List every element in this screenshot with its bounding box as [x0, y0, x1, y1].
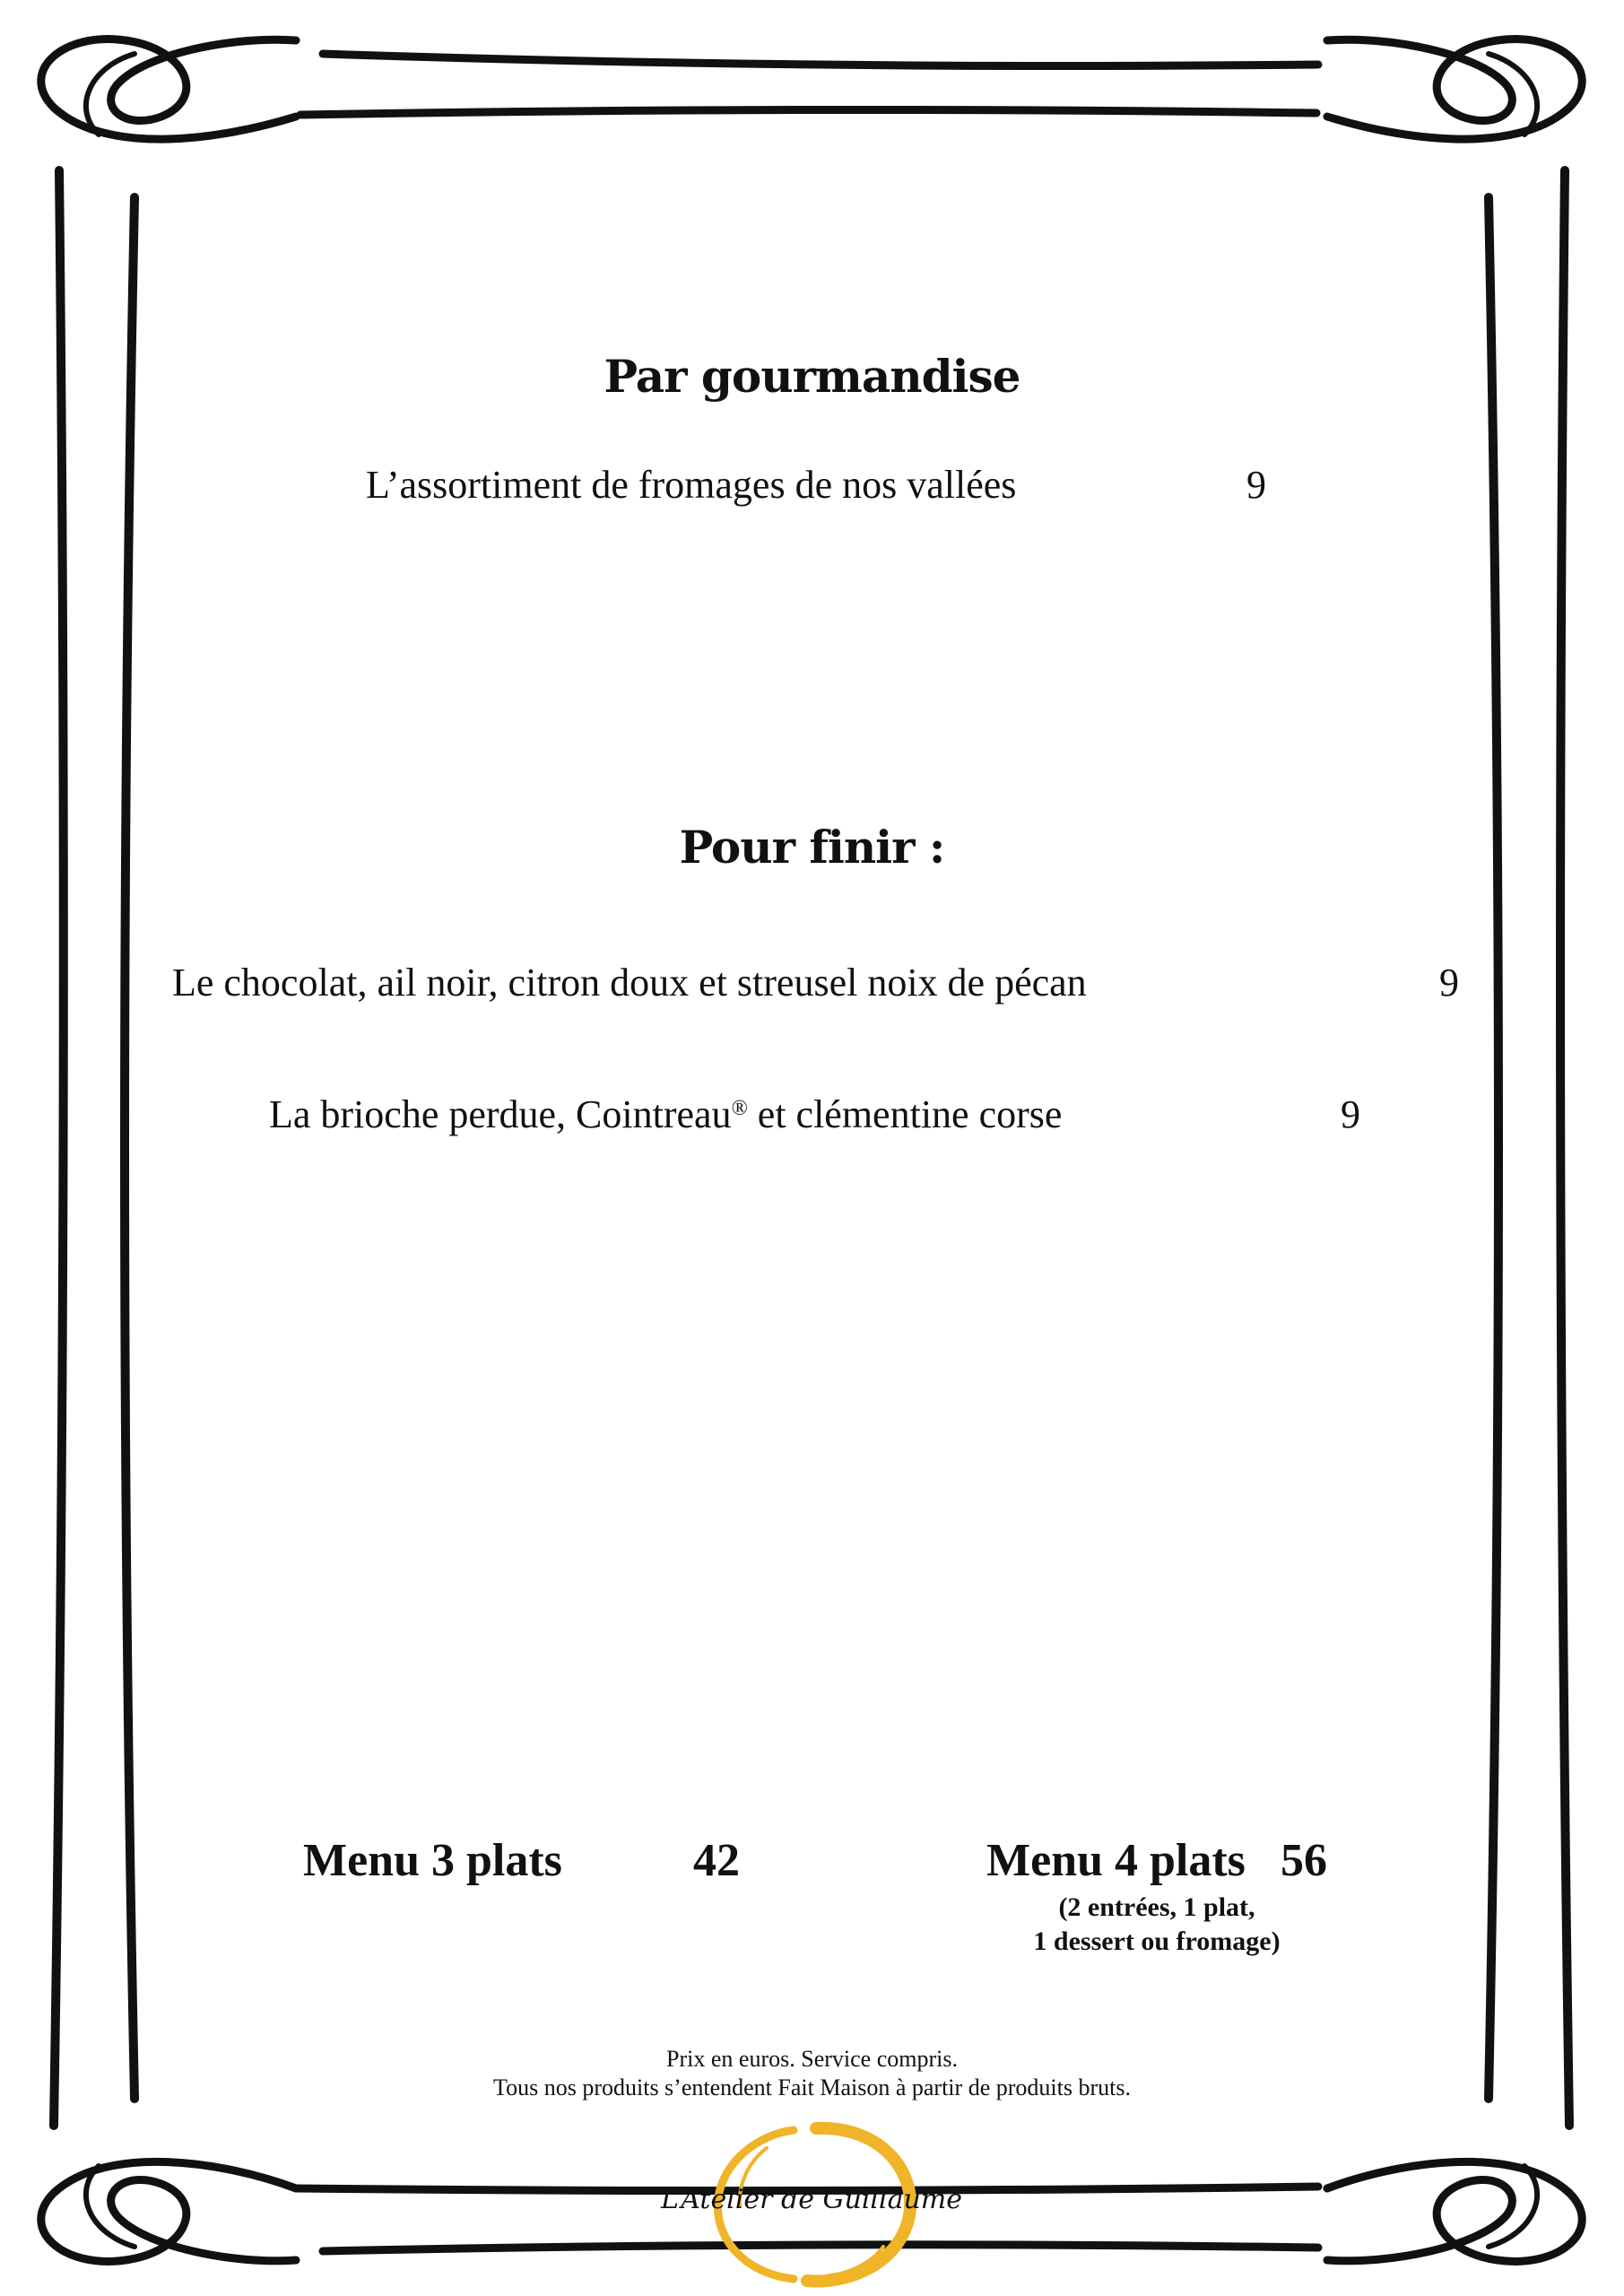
- logo-text: L’Atelier de Guillaume: [660, 2184, 962, 2215]
- section-title-gourmandise: Par gourmandise: [604, 350, 1020, 403]
- menu-item-name: [269, 1091, 1062, 1137]
- menu-item-name-part: La brioche perdue, Cointreau: [269, 1092, 732, 1136]
- menu-item-price: 9: [1341, 1092, 1360, 1136]
- menu-four-detail-line: 1 dessert ou fromage): [1033, 1926, 1281, 1956]
- menu-item-price: 9: [1246, 463, 1266, 507]
- footer-note: [0, 2045, 1624, 2102]
- menu-item-price: 9: [1439, 961, 1459, 1004]
- menu-four-detail: [968, 1891, 1345, 1959]
- menu-four-price: 56: [1281, 1835, 1327, 1886]
- registered-mark: ®: [731, 1097, 748, 1120]
- section-title-finir: Pour finir :: [679, 821, 945, 874]
- menu-four-detail-line: (2 entrées, 1 plat,: [1058, 1892, 1255, 1922]
- menu-three-price: 42: [693, 1835, 740, 1886]
- menu-three-label: Menu 3 plats: [303, 1835, 562, 1886]
- menu-item-name: L’assortiment de fromages de nos vallées: [366, 463, 1017, 507]
- menu-item-name-part: et clémentine corse: [747, 1092, 1063, 1136]
- footer-line: Prix en euros. Service compris.: [666, 2046, 958, 2072]
- footer-line: Tous nos produits s’entendent Fait Maison à partir de produits bruts.: [493, 2074, 1131, 2100]
- menu-item-name: Le chocolat, ail noir, citron doux et streusel noix de pécan: [172, 961, 1087, 1004]
- menu-four-label: Menu 4 plats: [986, 1835, 1246, 1886]
- restaurant-logo: [659, 2112, 964, 2292]
